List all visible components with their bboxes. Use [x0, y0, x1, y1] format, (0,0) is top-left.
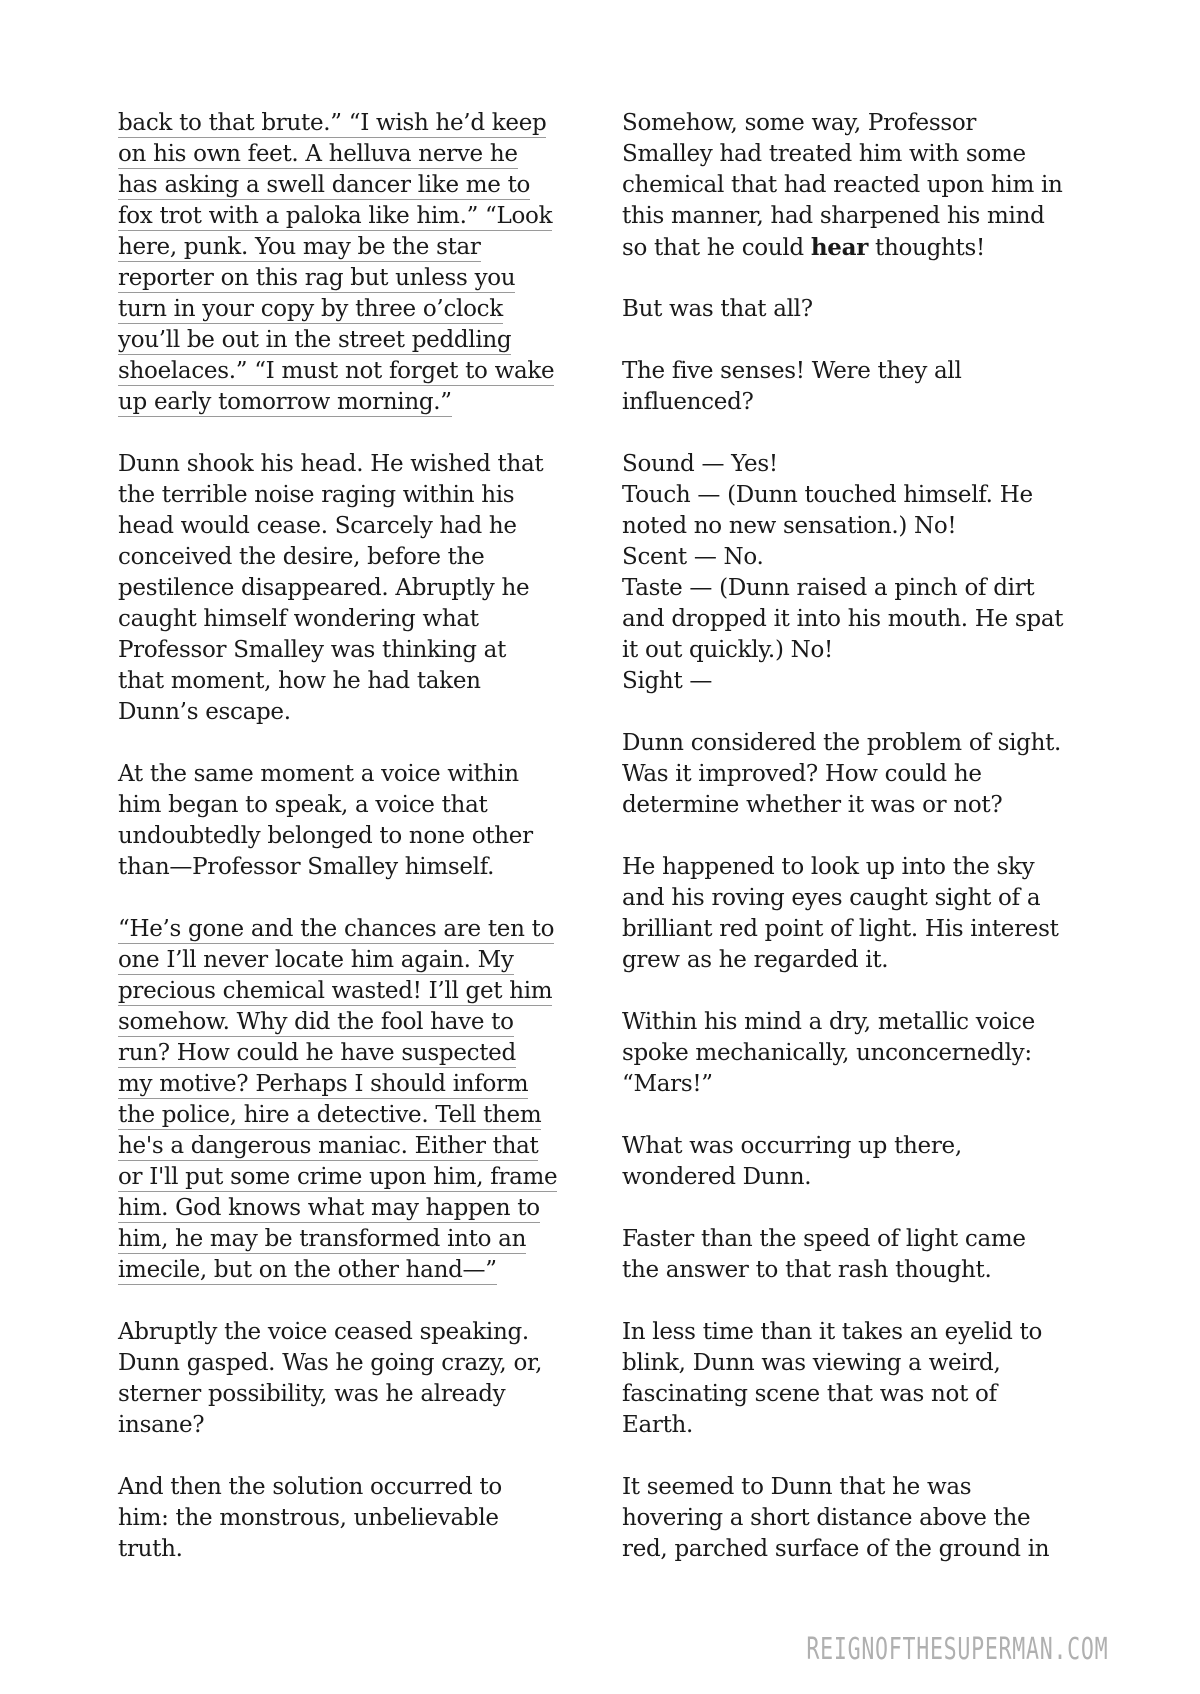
- underlined-thought-text: or I'll put some crime upon him, frame: [118, 1164, 558, 1190]
- text-line: [118, 1038, 603, 1069]
- line-text: pestilence disappeared. Abruptly he: [118, 575, 530, 601]
- text-line: [622, 1038, 1117, 1069]
- line-text: Dunn considered the problem of sight.: [622, 730, 1062, 756]
- line-text: truth.: [118, 1536, 183, 1562]
- text-line: [118, 666, 603, 697]
- line-text: Dunn’s escape.: [118, 699, 291, 725]
- line-text: hovering a short distance above the: [622, 1505, 1031, 1531]
- paragraph-gap: [622, 1441, 1117, 1472]
- paragraph-gap: [622, 697, 1117, 728]
- right-text-column: [622, 108, 1117, 1565]
- text-line: [622, 108, 1117, 139]
- text-line: [622, 1162, 1117, 1193]
- text-line: [622, 1317, 1117, 1348]
- line-text: Dunn gasped. Was he going crazy, or,: [118, 1350, 543, 1376]
- underlined-thought-text: run? How could he have suspected: [118, 1040, 516, 1066]
- line-text: He happened to look up into the sky: [622, 854, 1035, 880]
- text-line: [622, 1472, 1117, 1503]
- text-line: [622, 449, 1117, 480]
- line-text: But was that all?: [622, 296, 813, 322]
- line-text: brilliant red point of light. His interest: [622, 916, 1059, 942]
- text-line: [118, 1410, 603, 1441]
- left-text-column: [118, 108, 603, 1565]
- text-line: [622, 573, 1117, 604]
- line-text: Scent — No.: [622, 544, 764, 570]
- line-text: It seemed to Dunn that he was: [622, 1474, 972, 1500]
- text-line: [118, 1255, 603, 1286]
- text-fragment: so that he could: [622, 235, 811, 261]
- underlined-thought-text: turn in your copy by three o’clock: [118, 296, 503, 322]
- line-text: Faster than the speed of light came: [622, 1226, 1026, 1252]
- text-line: [118, 852, 603, 883]
- text-line: [118, 1503, 603, 1534]
- underlined-thought-text: him. God knows what may happen to: [118, 1195, 540, 1221]
- line-text: In less time than it takes an eyelid to: [622, 1319, 1043, 1345]
- line-text: Within his mind a dry, metallic voice: [622, 1009, 1035, 1035]
- line-text: Earth.: [622, 1412, 694, 1438]
- text-line: [118, 697, 603, 728]
- text-line: [622, 790, 1117, 821]
- underlined-thought-text: fox trot with a paloka like him.” “Look: [118, 203, 553, 229]
- paragraph-gap: [622, 1100, 1117, 1131]
- text-line: [622, 511, 1117, 542]
- text-line: [118, 480, 603, 511]
- text-line: [622, 728, 1117, 759]
- text-line: [118, 573, 603, 604]
- underlined-thought-text: my motive? Perhaps I should inform: [118, 1071, 529, 1097]
- text-line: [622, 1131, 1117, 1162]
- site-watermark: REIGNOFTHESUPERMAN.COM: [806, 1632, 1108, 1667]
- underlined-thought-text: here, punk. You may be the star: [118, 234, 481, 260]
- underlined-thought-text: has asking a swell dancer like me to: [118, 172, 531, 198]
- paragraph-gap: [622, 976, 1117, 1007]
- text-line: [118, 790, 603, 821]
- text-line: [118, 1193, 603, 1224]
- text-line: [118, 170, 603, 201]
- paragraph-gap: [118, 883, 603, 914]
- text-line: [622, 201, 1117, 232]
- text-line: [622, 666, 1117, 697]
- text-line: [622, 1224, 1117, 1255]
- text-line: [118, 356, 603, 387]
- paragraph-gap: [118, 1441, 603, 1472]
- underlined-thought-text: one I’ll never locate him again. My: [118, 947, 514, 973]
- text-line: [622, 1069, 1117, 1100]
- line-text: Sound — Yes!: [622, 451, 778, 477]
- line-text: determine whether it was or not?: [622, 792, 1003, 818]
- line-text: Touch — (Dunn touched himself. He: [622, 482, 1033, 508]
- underlined-thought-text: “He’s gone and the chances are ten to: [118, 916, 555, 942]
- text-line: [622, 480, 1117, 511]
- paragraph-gap: [622, 325, 1117, 356]
- text-line: [118, 1162, 603, 1193]
- text-line: [118, 604, 603, 635]
- text-line: [622, 1379, 1117, 1410]
- text-line: [118, 1534, 603, 1565]
- underlined-thought-text: up early tomorrow morning.”: [118, 389, 452, 415]
- line-text: caught himself wondering what: [118, 606, 479, 632]
- paragraph-gap: [622, 1193, 1117, 1224]
- text-line: [118, 294, 603, 325]
- line-text: Professor Smalley was thinking at: [118, 637, 507, 663]
- underlined-thought-text: imecile, but on the other hand—”: [118, 1257, 497, 1283]
- line-text: this manner, had sharpened his mind: [622, 203, 1045, 229]
- line-text: Was it improved? How could he: [622, 761, 982, 787]
- line-text: Taste — (Dunn raised a pinch of dirt: [622, 575, 1035, 601]
- text-line: [118, 387, 603, 418]
- line-text: than—Professor Smalley himself.: [118, 854, 495, 880]
- line-text: Dunn shook his head. He wished that: [118, 451, 544, 477]
- text-line: [118, 1069, 603, 1100]
- line-text: “Mars!”: [622, 1071, 713, 1097]
- emphasized-word: hear: [810, 234, 869, 261]
- text-line: [622, 604, 1117, 635]
- text-line: [622, 170, 1117, 201]
- text-line: [118, 1007, 603, 1038]
- text-line: [622, 139, 1117, 170]
- text-line: [118, 449, 603, 480]
- underlined-thought-text: somehow. Why did the fool have to: [118, 1009, 514, 1035]
- paragraph-gap: [118, 728, 603, 759]
- text-line: [622, 883, 1117, 914]
- underlined-thought-text: him, he may be transformed into an: [118, 1226, 527, 1252]
- line-text: head would cease. Scarcely had he: [118, 513, 517, 539]
- text-line: [622, 294, 1117, 325]
- text-line: [118, 1100, 603, 1131]
- line-text: red, parched surface of the ground in: [622, 1536, 1050, 1562]
- line-text: that moment, how he had taken: [118, 668, 481, 694]
- paragraph-gap: [622, 821, 1117, 852]
- text-line: [118, 201, 603, 232]
- text-line: [118, 821, 603, 852]
- text-line: [118, 1131, 603, 1162]
- text-line: [118, 1472, 603, 1503]
- text-line: [118, 1379, 603, 1410]
- line-text: Somehow, some way, Professor: [622, 110, 977, 136]
- underlined-thought-text: on his own feet. A helluva nerve he: [118, 141, 518, 167]
- line-text: Abruptly the voice ceased speaking.: [118, 1319, 529, 1345]
- text-fragment: thoughts!: [868, 235, 985, 261]
- text-line: [622, 1348, 1117, 1379]
- line-text: him began to speak, a voice that: [118, 792, 488, 818]
- text-line: [118, 635, 603, 666]
- line-text: and dropped it into his mouth. He spat: [622, 606, 1064, 632]
- paragraph-gap: [622, 263, 1117, 294]
- text-line: [118, 108, 603, 139]
- text-line: [622, 1007, 1117, 1038]
- line-text: the answer to that rash thought.: [622, 1257, 992, 1283]
- underlined-thought-text: shoelaces.” “I must not forget to wake: [118, 358, 555, 384]
- text-line: [622, 759, 1117, 790]
- text-line: [622, 542, 1117, 573]
- text-line: [622, 635, 1117, 666]
- underlined-thought-text: precious chemical wasted! I’ll get him: [118, 978, 553, 1004]
- paragraph-gap: [622, 418, 1117, 449]
- text-line: [118, 542, 603, 573]
- line-text: undoubtedly belonged to none other: [118, 823, 533, 849]
- text-line: [622, 232, 1117, 263]
- text-line: [118, 263, 603, 294]
- line-text: Sight —: [622, 668, 713, 694]
- text-line: [118, 1224, 603, 1255]
- text-line: [622, 1255, 1117, 1286]
- underlined-thought-text: you’ll be out in the street peddling: [118, 327, 512, 353]
- line-text: spoke mechanically, unconcernedly:: [622, 1040, 1032, 1066]
- paragraph-gap: [118, 418, 603, 449]
- underlined-thought-text: the police, hire a detective. Tell them: [118, 1102, 542, 1128]
- underlined-thought-text: reporter on this rag but unless you: [118, 265, 516, 291]
- text-line: [118, 511, 603, 542]
- underlined-thought-text: back to that brute.” “I wish he’d keep: [118, 110, 547, 136]
- text-line: [118, 1348, 603, 1379]
- line-text: sterner possibility, was he already: [118, 1381, 506, 1407]
- text-line: [622, 1503, 1117, 1534]
- text-line: [622, 852, 1117, 883]
- line-text: Smalley had treated him with some: [622, 141, 1026, 167]
- line-text: fascinating scene that was not of: [622, 1381, 997, 1407]
- line-text: chemical that had reacted upon him in: [622, 172, 1063, 198]
- text-line: [622, 945, 1117, 976]
- text-line: [118, 945, 603, 976]
- text-line: [622, 1534, 1117, 1565]
- paragraph-gap: [622, 1286, 1117, 1317]
- text-line: [622, 1410, 1117, 1441]
- line-text: grew as he regarded it.: [622, 947, 889, 973]
- line-text: him: the monstrous, unbelievable: [118, 1505, 499, 1531]
- line-text: the terrible noise raging within his: [118, 482, 515, 508]
- text-line: [118, 914, 603, 945]
- line-text: blink, Dunn was viewing a weird,: [622, 1350, 1001, 1376]
- line-text: it out quickly.) No!: [622, 637, 833, 663]
- underlined-thought-text: he's a dangerous maniac. Either that: [118, 1133, 539, 1159]
- line-text: noted no new sensation.) No!: [622, 513, 957, 539]
- text-line: [118, 1317, 603, 1348]
- text-line: [118, 325, 603, 356]
- line-text: wondered Dunn.: [622, 1164, 812, 1190]
- text-line: [622, 914, 1117, 945]
- line-text: influenced?: [622, 389, 754, 415]
- paragraph-gap: [118, 1286, 603, 1317]
- text-line: [622, 356, 1117, 387]
- line-text: And then the solution occurred to: [118, 1474, 502, 1500]
- text-line: [118, 232, 603, 263]
- line-text: and his roving eyes caught sight of a: [622, 885, 1041, 911]
- line-text: insane?: [118, 1412, 205, 1438]
- line-text: conceived the desire, before the: [118, 544, 485, 570]
- line-text: What was occurring up there,: [622, 1133, 962, 1159]
- line-text: The five senses! Were they all: [622, 358, 962, 384]
- text-line: [118, 139, 603, 170]
- text-line: [118, 759, 603, 790]
- text-line: [622, 387, 1117, 418]
- line-text: At the same moment a voice within: [118, 761, 519, 787]
- text-line: [118, 976, 603, 1007]
